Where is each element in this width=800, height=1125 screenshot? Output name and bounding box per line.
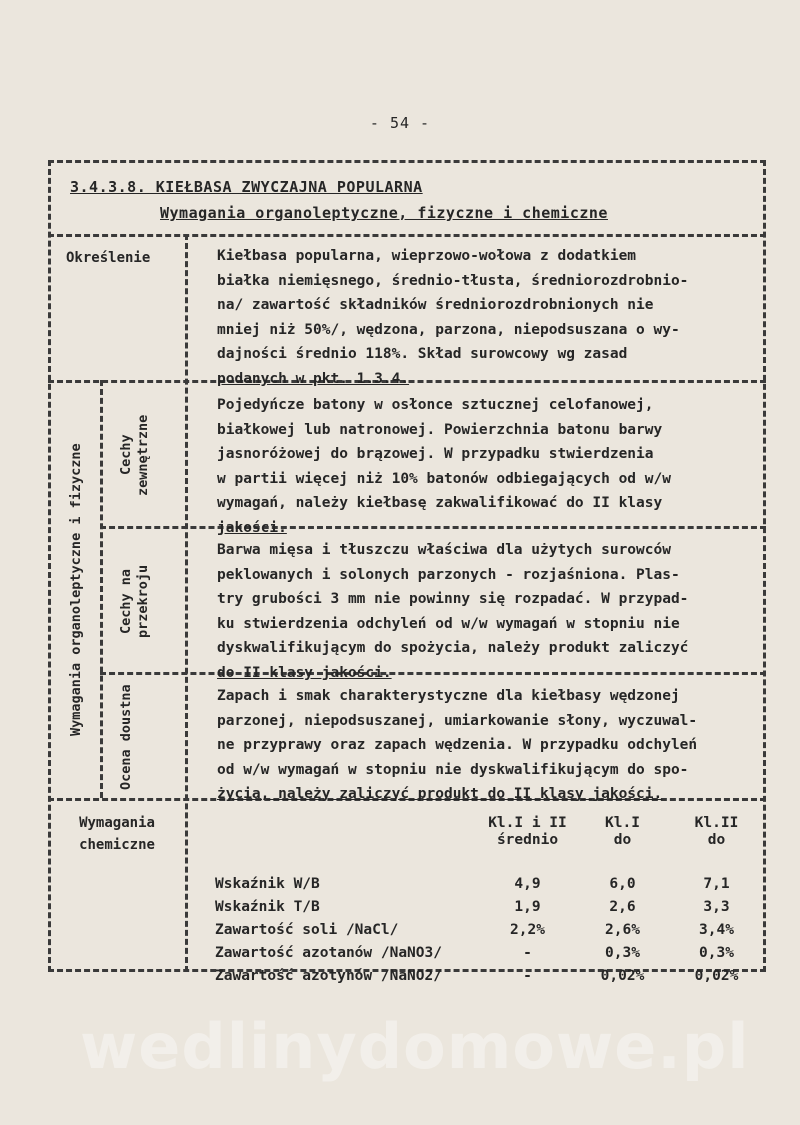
cell-kl2: 0,3% xyxy=(699,944,734,961)
cell-kl2: 7,1 xyxy=(703,875,730,892)
text-line: parzonej, niepodsuszanej, umiarkowanie słony, wyczuwal- xyxy=(217,712,698,729)
row-label-external: Cechy zewnętrzne xyxy=(118,414,151,496)
page-number: - 54 - xyxy=(369,114,431,132)
table-header-row xyxy=(215,815,763,849)
text-line: jasnoróżowej do brązowej. W przypadku stwierdzenia xyxy=(217,446,654,462)
column-header: Kl.I do xyxy=(605,815,640,848)
cell-avg: 2,2% xyxy=(510,921,545,938)
section-title: 3.4.3.8. KIEŁBASA ZWYCZAJNA POPULARNA xyxy=(70,178,423,196)
text-line: ne przyprawy oraz zapach wędzenia. W przypadku odchyleń xyxy=(217,737,698,753)
text-line: życia, należy zaliczyć produkt do II klasy jakości. xyxy=(217,786,663,802)
text-line: Barwa mięsa i tłuszczu właściwa dla użytych surowców xyxy=(217,542,671,558)
cell-kl2: 3,3 xyxy=(703,898,730,915)
cell-kl1: 6,0 xyxy=(609,875,636,892)
oral-evaluation-text xyxy=(217,684,757,807)
cell-kl2: 0,02% xyxy=(694,967,739,984)
cell-avg: 1,9 xyxy=(514,898,541,915)
cell-kl1: 2,6% xyxy=(605,921,640,938)
text-line: dyskwalifikującym do spożycia, należy produkt zaliczyć xyxy=(217,640,689,656)
text-line: na/ zawartość składników średniorozdrobnionych nie xyxy=(217,297,654,313)
cell-kl1: 2,6 xyxy=(609,898,636,915)
definition-label: Określenie xyxy=(66,250,151,266)
row-name: Zawartość soli /NaCl/ xyxy=(215,921,399,938)
column-header: Kl.II do xyxy=(694,815,739,848)
cross-section-text xyxy=(217,538,757,685)
text-line: ku stwierdzenia odchyleń od w/w wymagań w stopniu nie xyxy=(217,615,680,632)
row-name: Zawartość azotynów /NaNO2/ xyxy=(215,967,442,984)
table-row xyxy=(215,964,763,987)
divider xyxy=(48,234,766,237)
cell-kl1: 0,3% xyxy=(605,944,640,961)
row-name: Wskaźnik W/B xyxy=(215,875,320,892)
table-row xyxy=(215,941,763,964)
text-line: wymagań, należy kiełbasę zakwalifikować do II klasy xyxy=(217,495,663,511)
external-features-text xyxy=(217,393,757,540)
table-row xyxy=(215,918,763,941)
cell-kl1: 0,02% xyxy=(600,967,645,984)
text-line: peklowanych i solonych parzonych - rozjaśniona. Plas- xyxy=(217,566,680,583)
divider xyxy=(100,380,103,798)
chemical-table xyxy=(215,815,763,987)
text-line: białka niemięsnego, średnio-tłusta, średniorozdrobnio- xyxy=(217,272,689,289)
chemical-label: Wymagania chemiczne xyxy=(79,815,155,853)
cell-kl2: 3,4% xyxy=(699,921,734,938)
row-label-cross-section: Cechy na przekroju xyxy=(118,564,151,638)
definition-text xyxy=(217,244,757,391)
text-line: jakości. xyxy=(217,519,287,536)
row-label-oral: Ocena doustna xyxy=(118,684,134,790)
column-header: Kl.I i II średnio xyxy=(488,815,567,848)
row-name: Wskaźnik T/B xyxy=(215,898,320,915)
text-line: mniej niż 50%/, wędzona, parzona, niepodsuszana o wy- xyxy=(217,321,680,338)
divider xyxy=(185,234,188,972)
text-line: try grubości 3 mm nie powinny się rozpadać. W przypad- xyxy=(217,591,689,607)
text-line: Zapach i smak charakterystyczne dla kiełbasy wędzonej xyxy=(217,688,680,704)
text-line: Kiełbasa popularna, wieprzowo-wołowa z dodatkiem xyxy=(217,248,637,264)
organoleptic-group-label: Wymagania organoleptyczne i fizyczne xyxy=(68,443,84,737)
row-name: Zawartość azotanów /NaNO3/ xyxy=(215,944,442,961)
table-row xyxy=(215,872,763,895)
text-line: dajności średnio 118%. Skład surowcowy wg zasad xyxy=(217,346,628,362)
table-row xyxy=(215,895,763,918)
text-line: od w/w wymagań w stopniu nie dyskwalifikującym do spo- xyxy=(217,761,689,778)
text-line: w partii więcej niż 10% batonów odbiegających od w/w xyxy=(217,470,671,487)
watermark: wedlinydomowe.pl xyxy=(80,1010,750,1083)
text-line: podanych w pkt. 1.3.4. xyxy=(217,370,410,387)
cell-avg: 4,9 xyxy=(514,875,541,892)
cell-avg: - xyxy=(523,967,532,984)
text-line: białkowej lub natronowej. Powierzchnia batonu barwy xyxy=(217,421,663,438)
cell-avg: - xyxy=(523,944,532,961)
text-line: do II klasy jakości. xyxy=(217,664,392,681)
text-line: Pojedyńcze batony w osłonce sztucznej celofanowej, xyxy=(217,397,654,413)
section-subtitle: Wymagania organoleptyczne, fizyczne i chemiczne xyxy=(160,204,608,222)
